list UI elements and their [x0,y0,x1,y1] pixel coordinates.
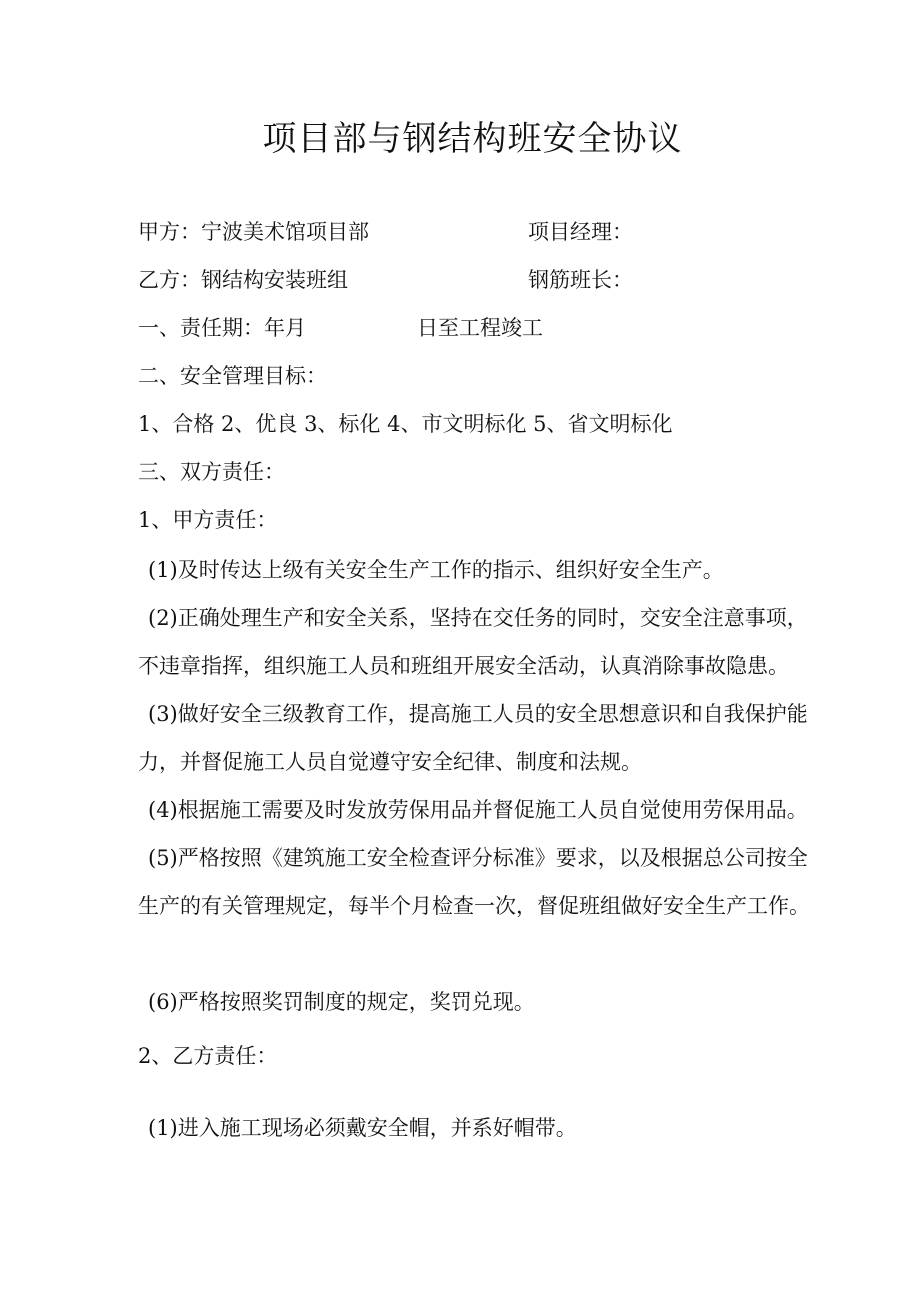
project-manager-label: 项目经理： [528,220,633,244]
responsibility-period: 一、责任期：年月 [138,316,306,340]
party-a-responsibilities-heading: 1、甲方责任： [138,508,278,532]
responsibility-period-end: 日至工程竣工 [417,316,543,340]
party-a-item-3: (3)做好安全三级教育工作，提高施工人员的安全思想意识和自我保护能力，并督促施工人员自觉遵守安全纪律、制度和法规。 [138,702,808,774]
mutual-responsibilities-heading: 三、双方责任： [138,460,285,484]
party-a-label: 甲方：宁波美术馆项目部 [138,220,369,244]
party-a-item-4: (4)根据施工需要及时发放劳保用品并督促施工人员自觉使用劳保用品。 [148,798,808,822]
safety-goals-list: 1、合格 2、优良 3、标化 4、市文明标化 5、省文明标化 [138,412,673,436]
party-a-item-2: (2)正确处理生产和安全关系，坚持在交任务的同时，交安全注意事项，不违章指挥，组织施工人员和班组开展安全活动，认真消除事故隐患。 [138,606,808,678]
party-a-item-6: (6)严格按照奖罚制度的规定，奖罚兑现。 [148,990,535,1014]
party-b-label: 乙方：钢结构安装班组 [138,268,348,292]
rebar-leader-label: 钢筋班长： [528,268,633,292]
party-b-item-1: (1)进入施工现场必须戴安全帽，并系好帽带。 [148,1116,577,1140]
party-b-responsibilities-heading: 2、乙方责任： [138,1044,278,1068]
party-a-item-5: (5)严格按照《建筑施工安全检查评分标准》要求，以及根据总公司按全生产的有关管理规定，每半个月检查一次，督促班组做好安全生产工作。 [138,846,810,918]
document-title: 项目部与钢结构班安全协议 [262,119,683,159]
party-a-item-1: (1)及时传达上级有关安全生产工作的指示、组织好安全生产。 [148,558,724,582]
safety-goals-heading: 二、安全管理目标： [138,364,327,388]
